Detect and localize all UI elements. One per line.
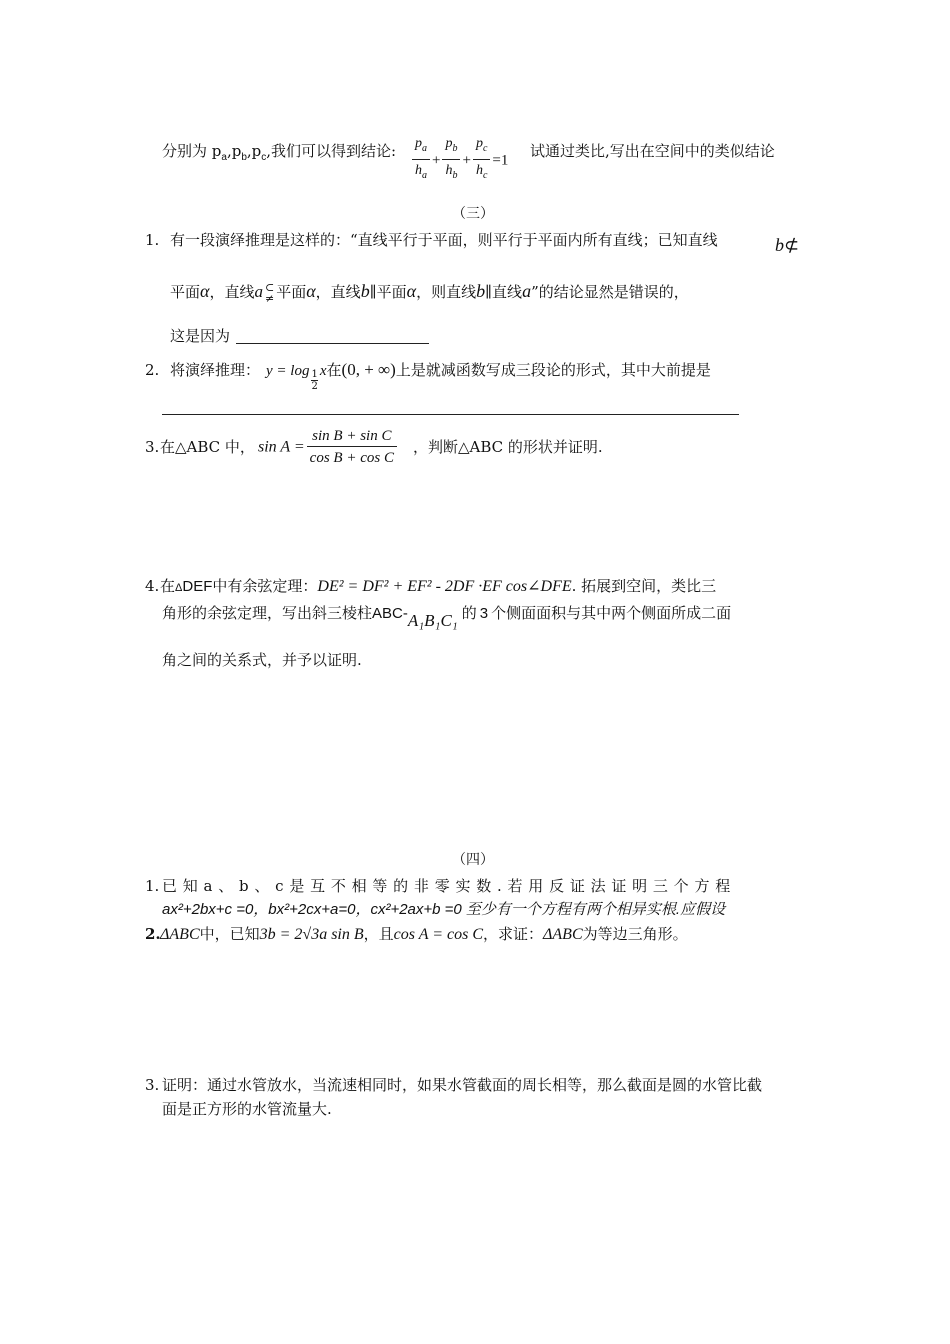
s4-q3-line2: 面是正方形的水管流量大. bbox=[162, 1100, 332, 1118]
s4-q3-number: 3. bbox=[145, 1076, 160, 1094]
s4-q3-line1: 证明：通过水管放水，当流速相同时，如果水管截面的周长相等，那么截面是圆的水管比截 bbox=[162, 1076, 763, 1094]
s3-q2-answer-blank[interactable] bbox=[162, 414, 739, 415]
s3-q3-number: 3. bbox=[145, 438, 160, 456]
frac-c: $\frac{p_c}{h_c}$ bbox=[473, 134, 490, 187]
s3-q4-line3: 角之间的关系式，并予以证明. bbox=[162, 651, 362, 669]
s3-q1-line2: 平面α，直线a ⊂ ≠ 平面α，直线b∥平面α，则直线b∥直线a”的结论显然是错误的， bbox=[170, 281, 689, 305]
s3-q1-answer-blank[interactable] bbox=[236, 343, 429, 344]
section3-heading: （三） bbox=[452, 206, 494, 222]
s3-q4-line2: 角形的余弦定理，写出斜三棱柱ABC-A₁B₁C₁ 的 3 个侧面面积与其中两个侧面所成二面 bbox=[162, 604, 732, 630]
s3-q3-formula: sin A = $\frac{\text{sin B + sin C}}{\text{cos B + cos C}}$ bbox=[258, 426, 399, 469]
s3-q2-number: 2. bbox=[145, 361, 160, 379]
s3-q1-number: 1. bbox=[145, 231, 160, 249]
s4-q1-line2: ax²+2bx+c =0，bx²+2cx+a=0，cx²+2ax+b =0 至少有一个方程有两个相异实根.应假设 bbox=[162, 901, 726, 918]
s3-q1-line3: 这是因为 bbox=[170, 327, 231, 345]
s3-q4-number: 4. bbox=[145, 577, 160, 595]
s3-q3-text1: 在△ABC 中， bbox=[160, 438, 255, 456]
intro-after: 试通过类比,写出在空间中的类似结论 bbox=[530, 142, 775, 160]
intro-line: 分别为 $p_a,p_b,p_c$,我们可以得到结论: bbox=[162, 142, 397, 163]
s4-q1-number: 1. bbox=[145, 877, 160, 895]
intro-formula: $\frac{p_a}{h_a}$ + $\frac{p_b}{h_b}$ + $\frac{p_c}{h_c}$ =1 bbox=[410, 134, 508, 187]
s3-q3-text2: ，判断△ABC 的形状并证明. bbox=[413, 438, 603, 456]
frac-a: $\frac{p_a}{h_a}$ bbox=[412, 134, 430, 187]
s3-q4-line1: 在ΔDEF中有余弦定理：DE² = DF² + EF² - 2DF ·EF cos∠DFE. 拓展到空间，类比三 bbox=[160, 577, 717, 595]
s4-q2-number: 2. bbox=[145, 925, 161, 943]
log-base: $\frac{1}{2}$ bbox=[311, 369, 318, 392]
s4-q2-line: ΔABC中，已知3b = 2√3a sin B，且cos A = cos C，求证：ΔABC为等边三角形。 bbox=[160, 925, 688, 943]
frac-b: $\frac{p_b}{h_b}$ bbox=[442, 134, 460, 187]
s3-q2-line: 将演绎推理： y = log $\frac{1}{2}$ x在(0, + ∞)上是就减函数写成三段论的形式，其中大前提是 bbox=[170, 360, 711, 392]
intro-lead: 分别为 p bbox=[162, 142, 222, 160]
section4-heading: （四） bbox=[452, 852, 494, 868]
s3-q1-line1: 有一段演绎推理是这样的：“直线平行于平面，则平行于平面内所有直线；已知直线 bbox=[170, 231, 718, 249]
s4-q1-line1: 已 知 a 、 b 、 c 是 互 不 相 等 的 非 零 实 数 . 若 用 反 证 法 证 明 三 个 方 程 bbox=[162, 877, 731, 895]
s3-q1-b-notsubset: b⊄ bbox=[775, 235, 800, 255]
